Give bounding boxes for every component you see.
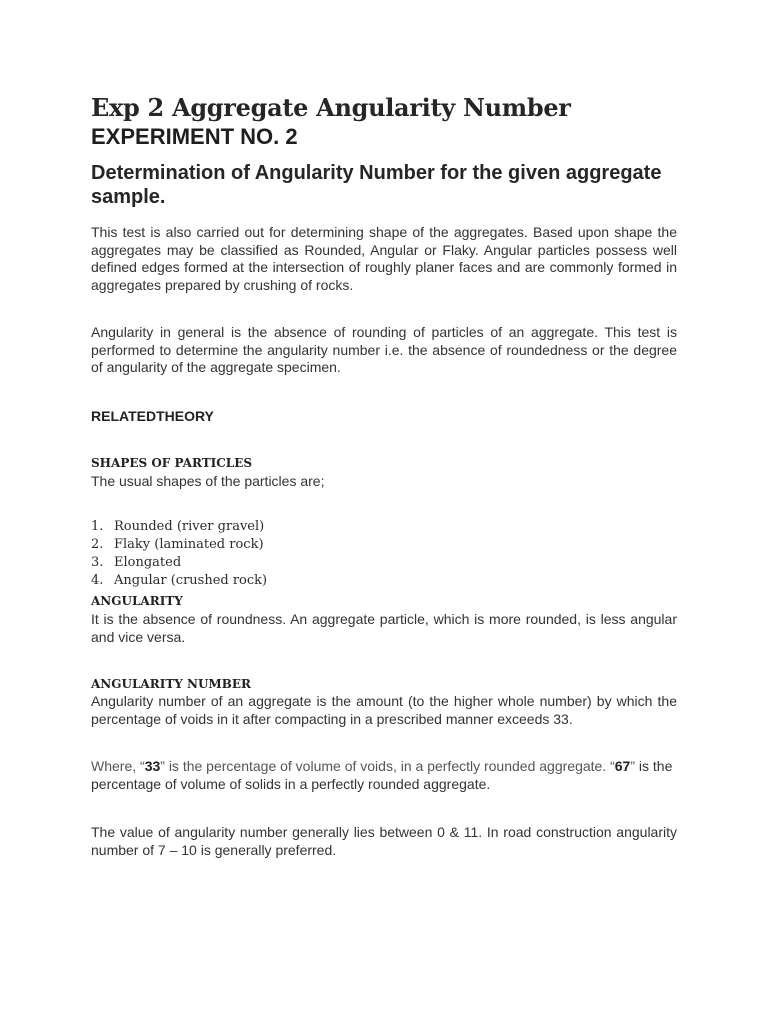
angularity-heading: ANGULARITY [91,594,183,608]
shapes-list [91,518,267,590]
angularity-number-text: Angularity number of an aggregate is the amount (to the higher whole number) by which the percentage of voids in it after compacting in a prescribed manner exceeds 33. [91,693,677,727]
shapes-intro: The usual shapes of the particles are; [91,473,325,489]
section-heading: Determination of Angularity Number for the given aggregate sample. [91,162,662,208]
solids-value: 67 [614,758,631,774]
experiment-heading: EXPERIMENT NO. 2 [91,124,298,149]
list-item: 2. Flaky (laminated rock) [91,537,264,552]
angularity-general-paragraph: Angularity in general is the absence of rounding of particles of an aggregate. This test is performed to determine the angularity number i.e. the absence of roundedness or the degree of angularity of the aggregate specimen. [91,324,677,376]
angularity-number-heading: ANGULARITY NUMBER [91,677,251,691]
shapes-heading: SHAPES OF PARTICLES [91,456,253,470]
intro-paragraph: This test is also carried out for determining shape of the aggregates. Based upon shape the aggregates may be classified as Rounded, Angular or Flaky. Angular particles possess well defined edges formed at the intersection of roughly planer faces and are commonly formed in aggregates prepared by crushing of rocks. [91,224,677,293]
angularity-text: It is the absence of roundness. An aggregate particle, which is more rounded, is less angular and vice versa. [91,611,677,645]
related-theory-heading: RELATEDTHEORY [91,408,214,424]
document-title: Exp 2 Aggregate Angularity Number [91,93,571,122]
voids-value: 33 [144,758,161,774]
list-item: 4. Angular (crushed rock) [91,573,268,588]
list-item: 3. Elongated [91,555,182,570]
list-item: 1. Rounded (river gravel) [91,519,265,534]
where-definition-line: Where, “33” is the percentage of volume of voids, in a perfectly rounded aggregate. “67” is the percentage of volume of solids in a perfectly rounded aggregate. [91,758,673,792]
value-range-paragraph: The value of angularity number generally lies between 0 & 11. In road construction angularity number of 7 – 10 is generally preferred. [91,824,677,858]
